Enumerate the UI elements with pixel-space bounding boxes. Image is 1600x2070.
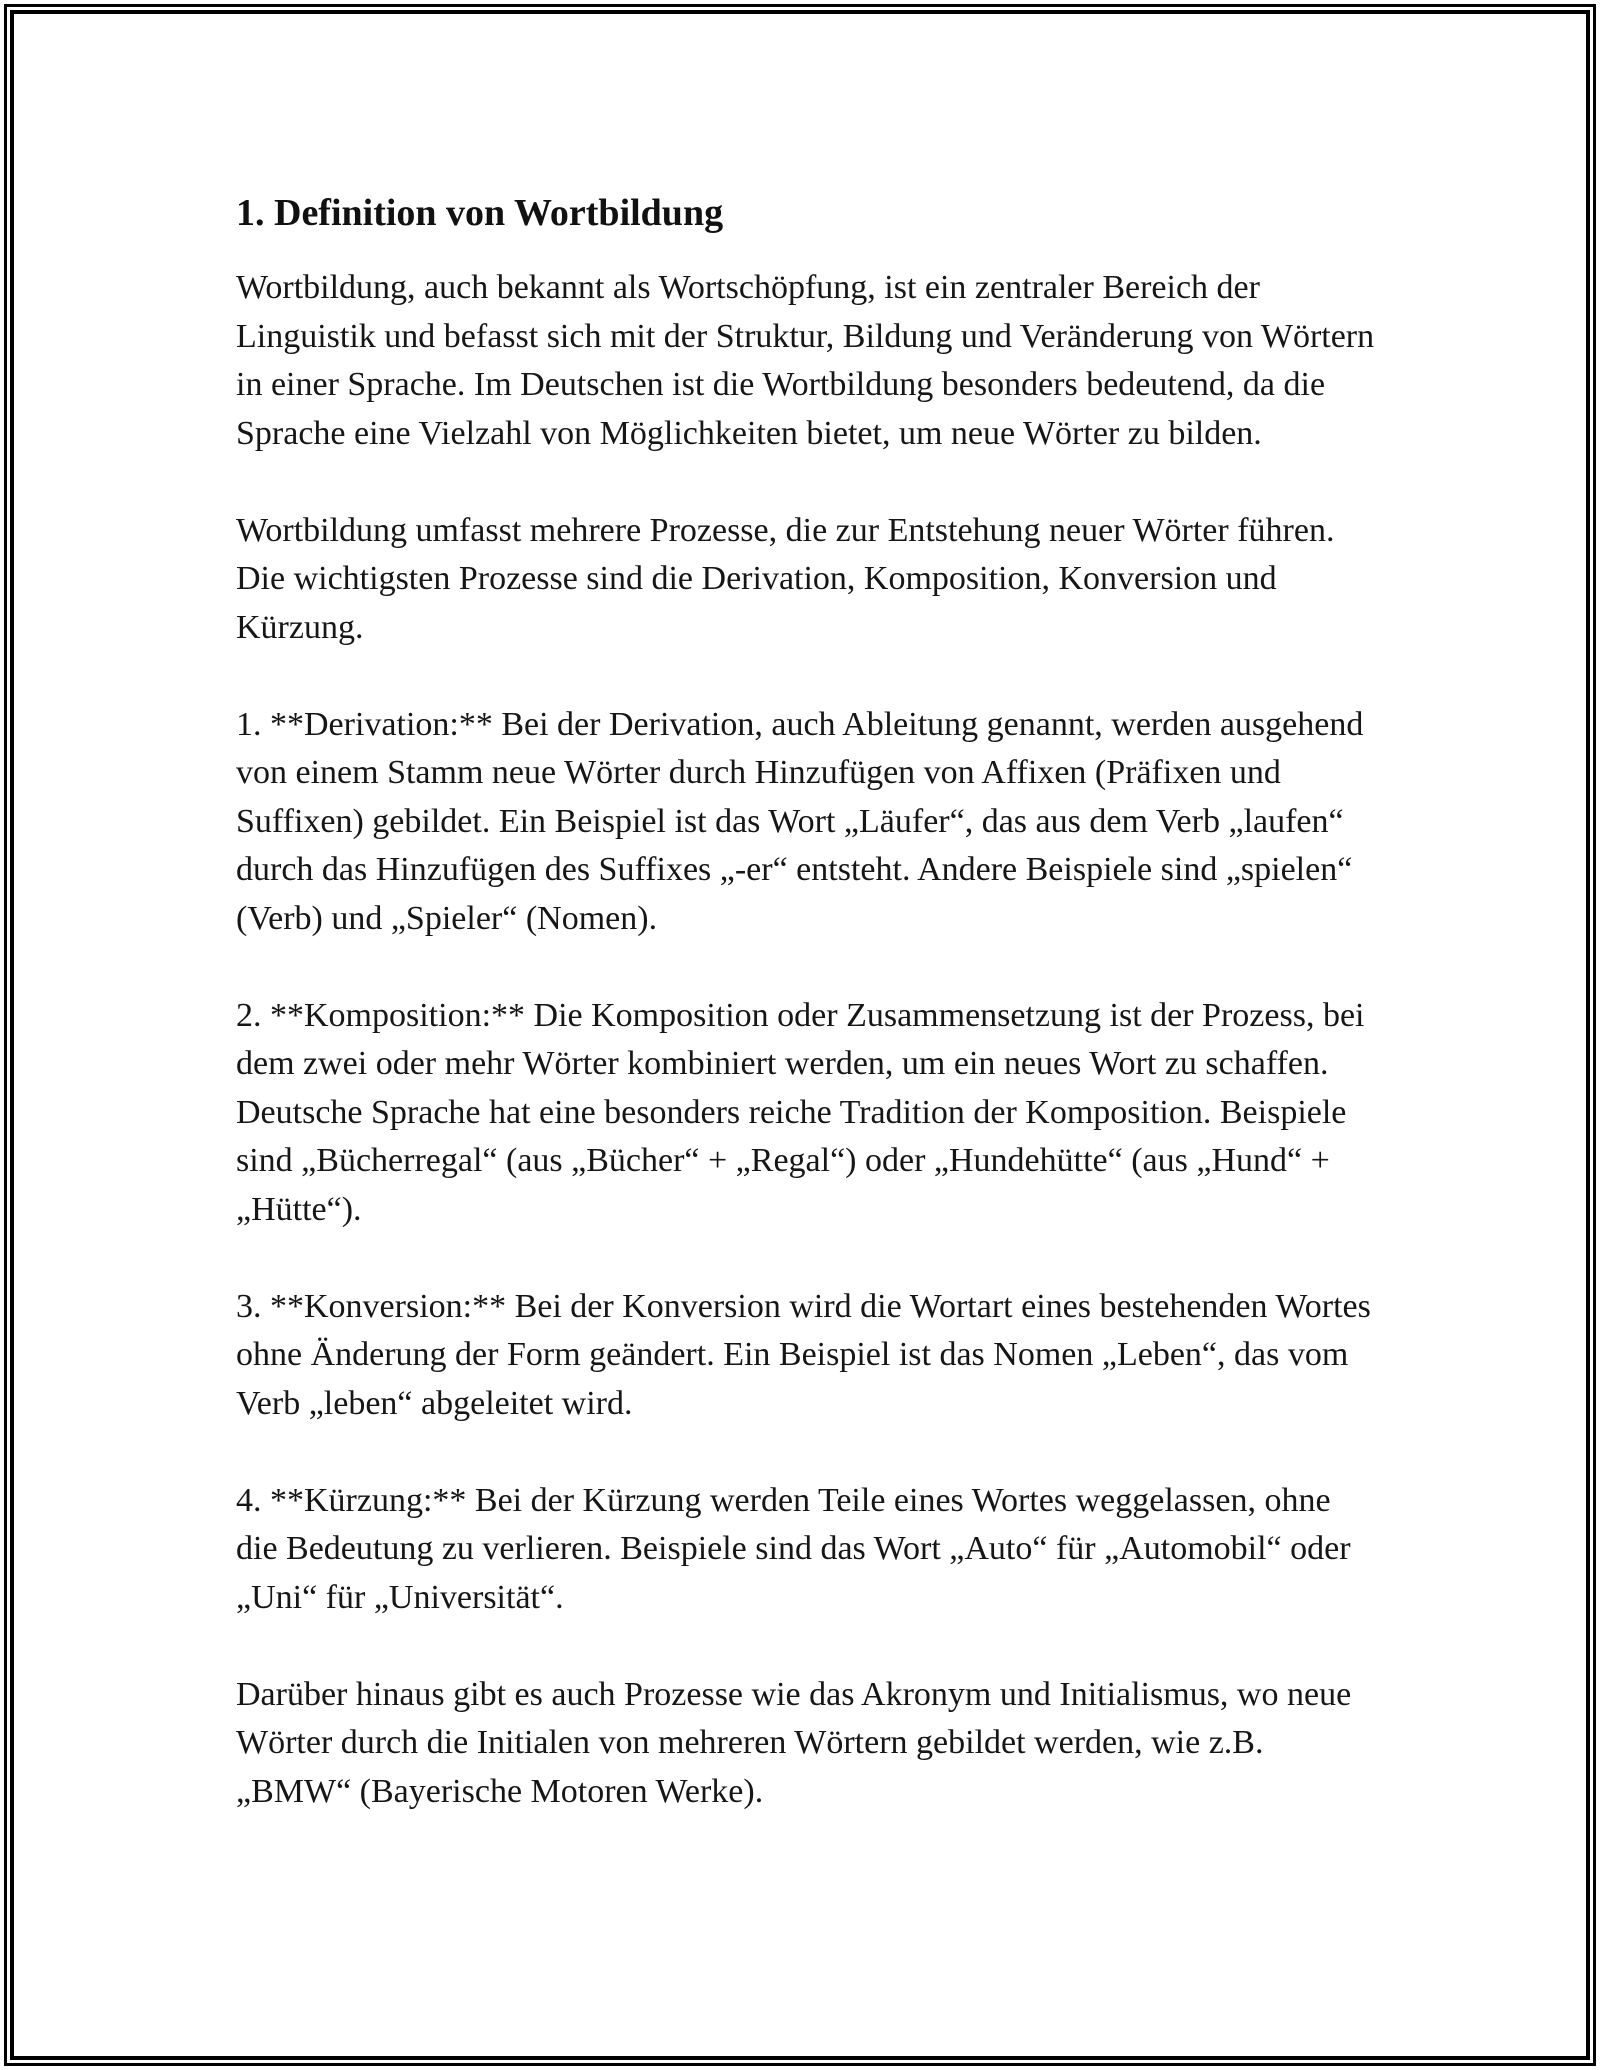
- paragraph-derivation: 1. **Derivation:** Bei der Derivation, auch Ableitung genannt, werden ausgehend von einem Stamm neue Wörter durch Hinzufügen von Affixen (Präfixen und Suffixen) gebildet. Ein Beispiel ist das Wort „Läufer“, das aus dem Verb „laufen“ durch das Hinzufügen des Suffixes „-er“ entsteht. Andere Beispiele sind „spielen“ (Verb) und „Spieler“ (Nomen).: [236, 705, 1364, 937]
- paragraph-acronyms: Darüber hinaus gibt es auch Prozesse wie das Akronym und Initialismus, wo neue Wörter durch die Initialen von mehreren Wörtern gebildet werden, wie z.B. „BMW“ (Bayerische Motoren Werke).: [236, 1675, 1352, 1810]
- paragraph-definition: Wortbildung, auch bekannt als Wortschöpfung, ist ein zentraler Bereich der Linguistik und befasst sich mit der Struktur, Bildung und Veränderung von Wörtern in einer Sprache. Im Deutschen ist die Wortbildung besonders bedeutend, da die Sprache eine Vielzahl von Möglichkeiten bietet, um neue Wörter zu bilden.: [236, 269, 1375, 452]
- paragraph-conversion: 3. **Konversion:** Bei der Konversion wird die Wortart eines bestehenden Wortes ohne Änderung der Form geändert. Ein Beispiel ist das Nomen „Leben“, das vom Verb „leben“ abgeleitet wird.: [236, 1287, 1371, 1422]
- paragraph-composition: 2. **Komposition:** Die Komposition oder Zusammensetzung ist der Prozess, bei dem zwei oder mehr Wörter kombiniert werden, um ein neues Wort zu schaffen. Deutsche Sprache hat eine besonders reiche Tradition der Komposition. Beispiele sind „Bücherregal“ (aus „Bücher“ + „Regal“) oder „Hundehütte“ (aus „Hund“ + „Hütte“).: [236, 996, 1365, 1228]
- paragraph-processes-overview: Wortbildung umfasst mehrere Prozesse, die zur Entstehung neuer Wörter führen. Die wichtigsten Prozesse sind die Derivation, Komposition, Konversion und Kürzung.: [236, 511, 1335, 646]
- section-heading: 1. Definition von Wortbildung: [236, 192, 724, 234]
- paragraph-shortening: 4. **Kürzung:** Bei der Kürzung werden Teile eines Wortes weggelassen, ohne die Bedeutung zu verlieren. Beispiele sind das Wort „Auto“ für „Automobil“ oder „Uni“ für „Universität“.: [236, 1481, 1351, 1616]
- document-body: [236, 186, 1376, 1865]
